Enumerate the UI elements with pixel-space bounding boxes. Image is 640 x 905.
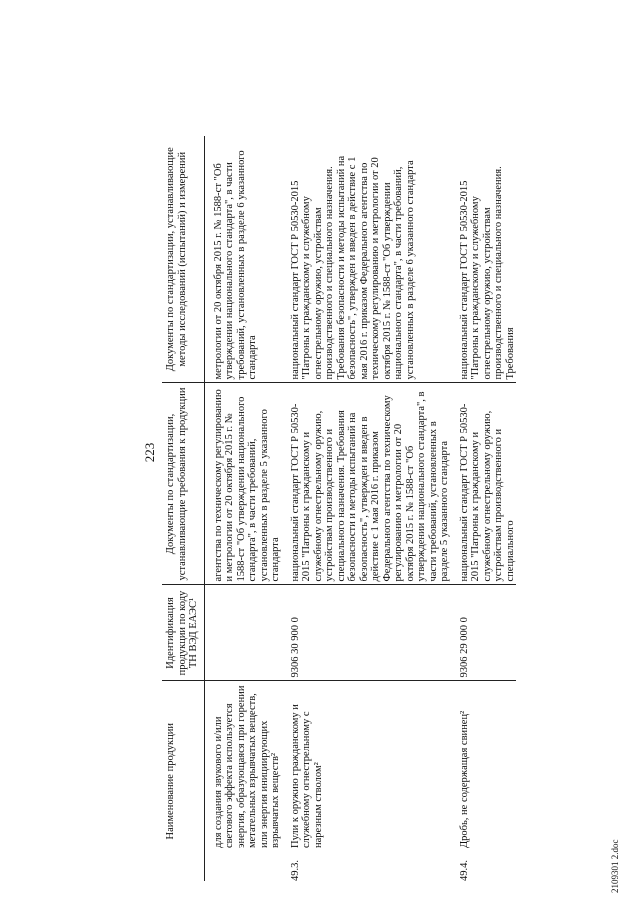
row-method-docs: национальный стандарт ГОСТ Р 50530-2015 "Патроны к гражданскому и служебному огнестрельному оружию, устройствам производственного и специального назначения. Требования безопасности и методы испытаний на безопасность", утвержден и введен в действие с 1 мая 2016 г. приказом Федерального агентства по техническому регулированию и метрологии от 20 октября 2015 г. № 1588-ст "Об утверждении национального стандарта", в части требований, установленных в разделе 6 указанного стандарта [282, 136, 451, 383]
row-number: 49.3. [289, 860, 301, 881]
row-number: 49.4. [458, 860, 470, 881]
row-requirement-docs: агентства по техническому регулированию и метрологии от 20 октября 2015 г. № 1588-ст "Об утверждении национального стандарта", в части требований, установленных в разделе 5 указанного стандарта [204, 383, 282, 585]
table-row [204, 136, 282, 881]
table-row [282, 136, 451, 881]
row-product-code: 9306 29 000 0 [451, 585, 517, 681]
row-requirement-docs: национальный стандарт ГОСТ Р 50530-2015 "Патроны к гражданскому и служебному огнестрельному оружию, устройствам производственного и специального [451, 383, 517, 585]
row-number [204, 851, 282, 881]
file-name-footer: 2109301 2.doc [610, 839, 620, 893]
header-method-docs: Документы по стандартизации, устанавливающие методы исследований (испытаний) и измерений [162, 136, 204, 383]
row-requirement-docs: национальный стандарт ГОСТ Р 50530-2015 "Патроны к гражданскому и служебному огнестрельному оружию, устройствам производственного и специального назначения. Требования безопасности и методы испытаний на безопасность", утвержден и введен в действие с 1 мая 2016 г. приказом Федерального агентства по техническому регулированию и метрологии от 20 октября 2015 г. № 1588-ст "Об утверждении национального стандарта", в части требований, установленных в разделе 5 указанного стандарта [282, 383, 451, 585]
row-product-name: для создания звукового и/или светового эффекта используется энергия, образующаяся при горении метательных взрывчатых веществ, или энергия инициирующих взрывчатых веществ² [212, 685, 281, 848]
header-product-code: Идентификация продукции по коду ТН ВЭД ЕАЭС¹ [162, 585, 204, 681]
header-requirement-docs: Документы по стандартизации, устанавливающие требования к продукции [162, 383, 204, 585]
table-row [451, 136, 517, 881]
products-table [162, 136, 516, 881]
page-number: 223 [142, 442, 157, 463]
row-product-name: Пули к оружию гражданскому и служебному огнестрельному с нарезным стволом² [289, 704, 324, 848]
row-method-docs: метрологии от 20 октября 2015 г. № 1588-ст "Об утверждении национального стандарта", в части требований, установленных в разделе 6 указанного стандарта [204, 136, 282, 383]
row-method-docs: национальный стандарт ГОСТ Р 50530-2015 "Патроны к гражданскому и служебному огнестрельному оружию, устройствам производственного и специального назначения. Требования [451, 136, 517, 383]
table-header-row [162, 136, 204, 881]
row-product-code [204, 585, 282, 681]
row-product-code: 9306 30 900 0 [282, 585, 451, 681]
header-product-name: Наименование продукции [162, 681, 204, 881]
row-product-name: Дробь, не содержащая свинец² [458, 710, 470, 848]
